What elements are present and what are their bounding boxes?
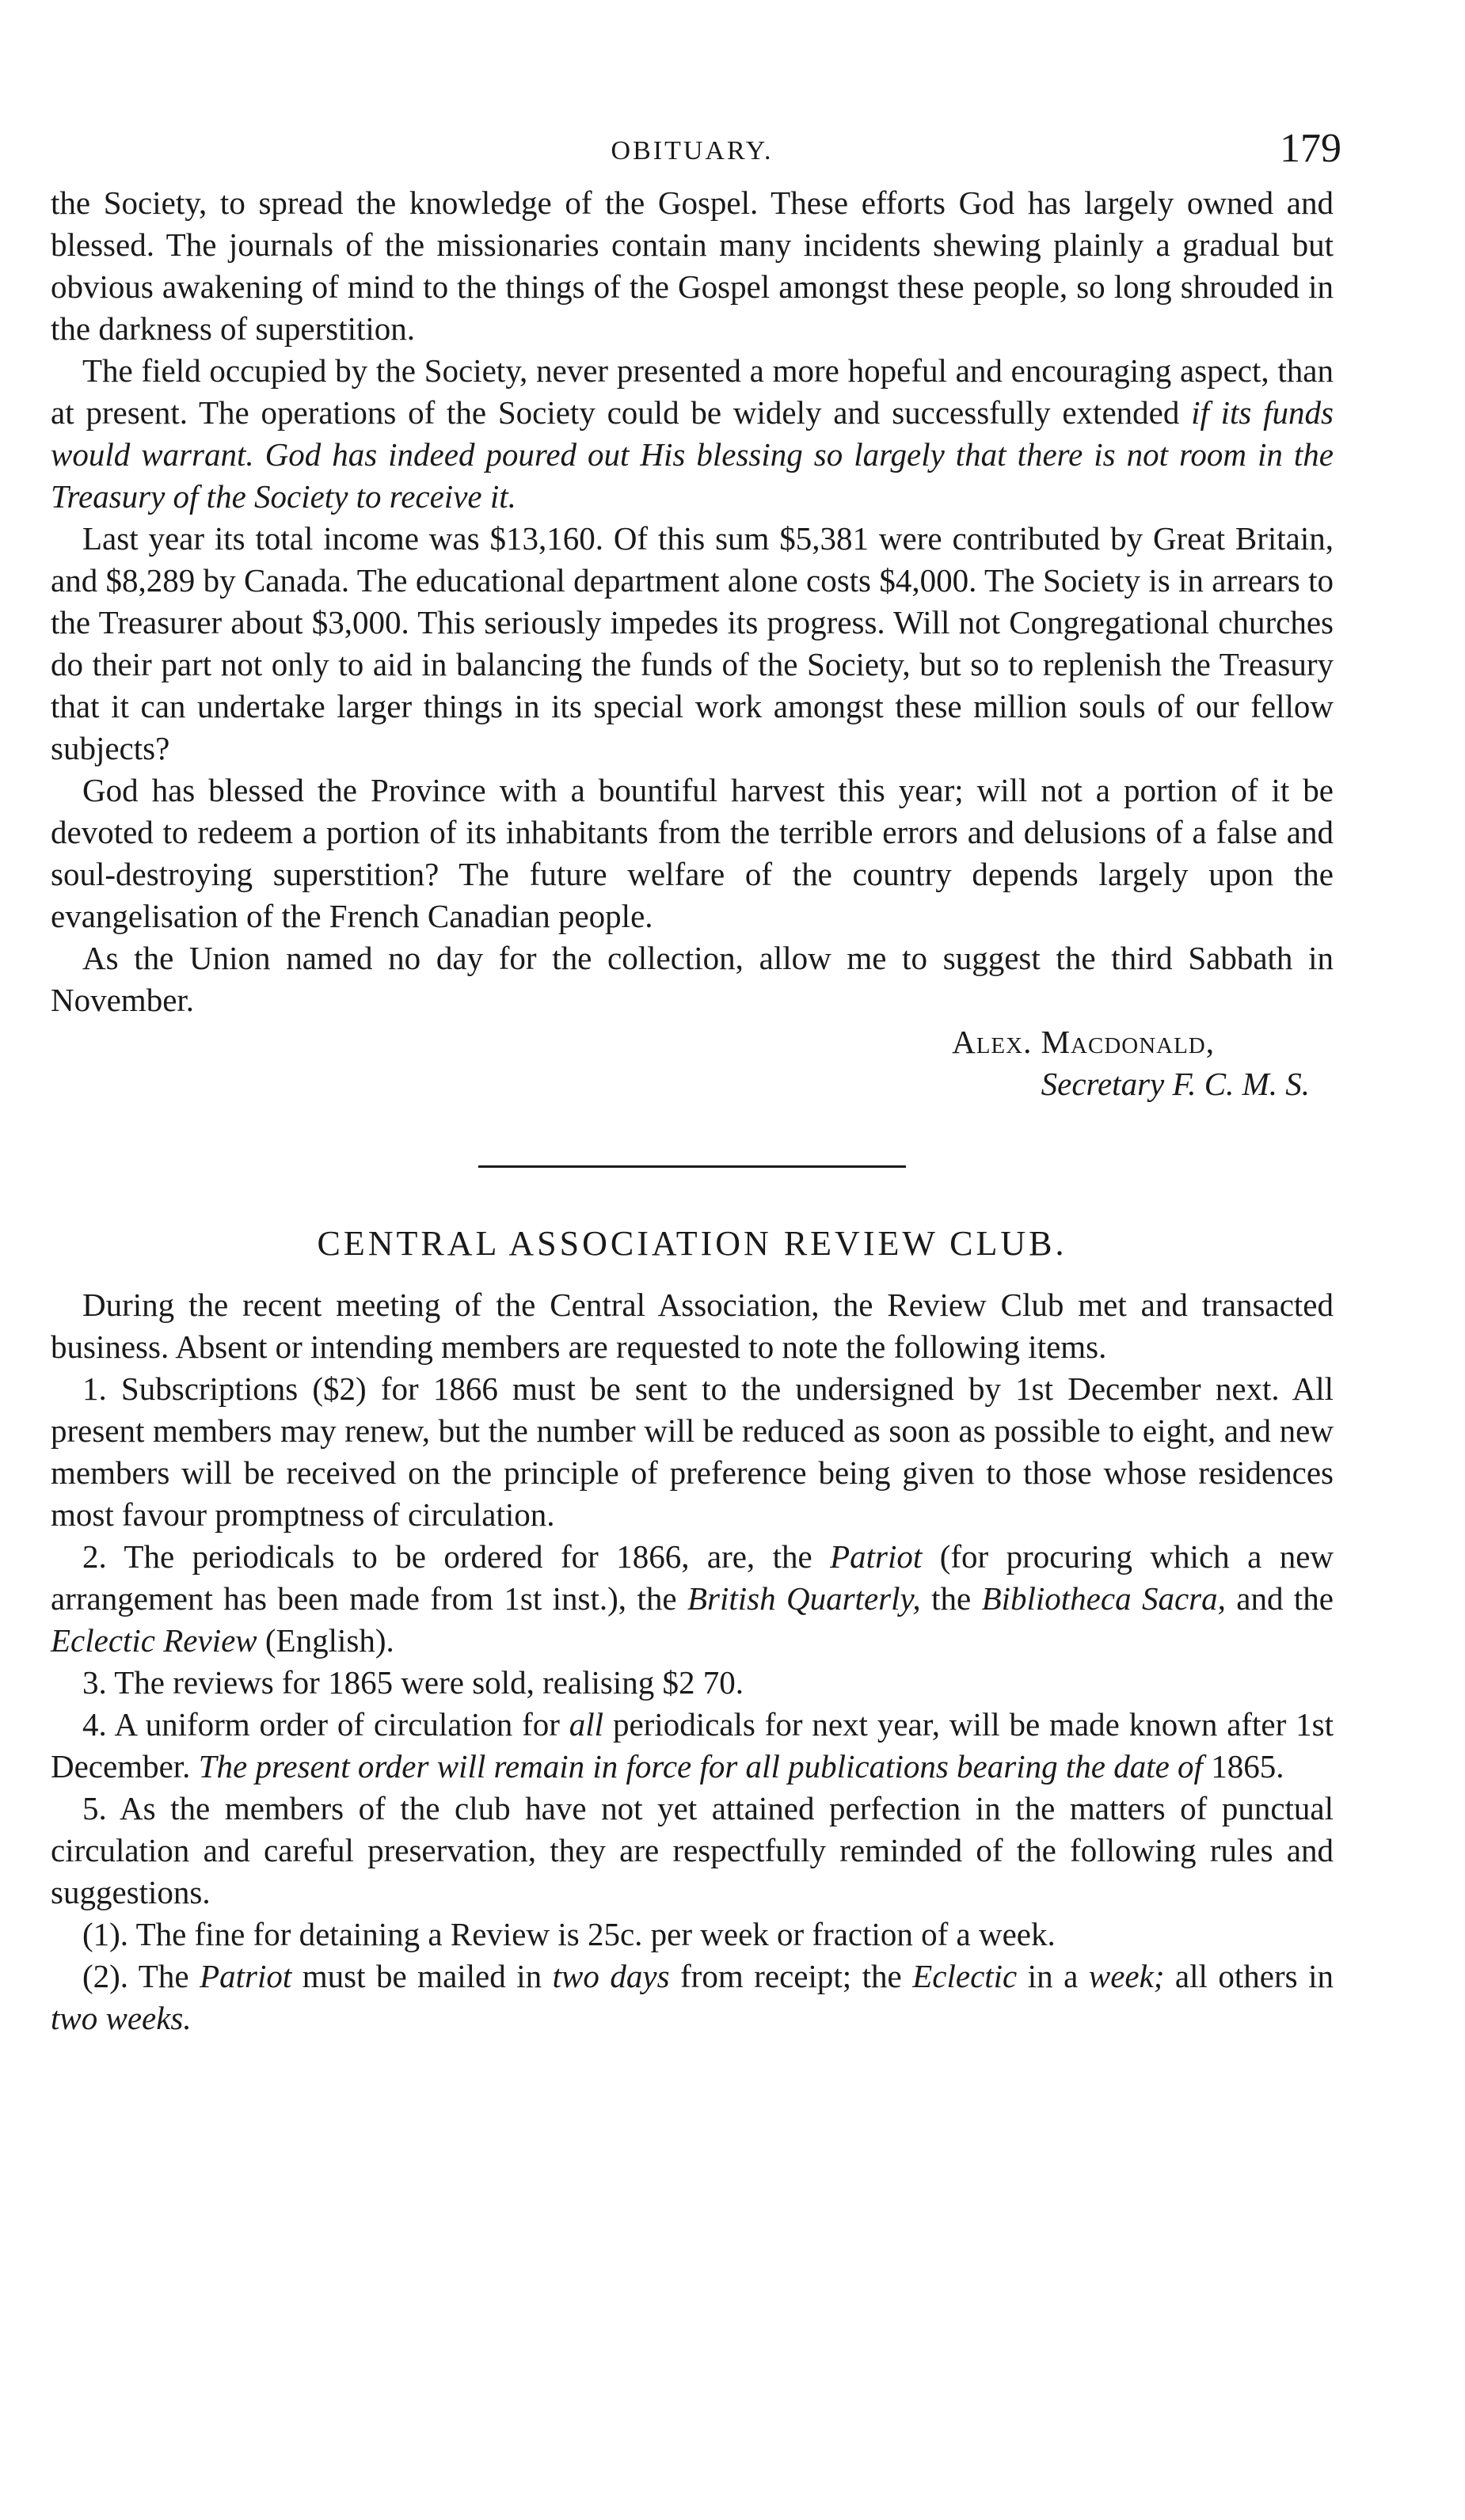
section-heading: CENTRAL ASSOCIATION REVIEW CLUB. [317,1224,1067,1263]
list-item: 3. The reviews for 1865 were sold, realising $2 70. [82,1664,744,1701]
text-run: in a [1017,1958,1089,1994]
paragraph: God has blessed the Province with a bountiful harvest this year; will not a portion of it be devoted to redeem a portion of its inhabitants from the terrible errors and delusions of a false and soul-destroying superstition? The future welfare of the country depends largely upon the evangelisation of the French Canadian people. [51,772,1334,934]
paragraph: As the Union named no day for the collection, allow me to suggest the third Sabbath in November. [51,940,1334,1018]
periodical-title: Bibliotheca Sacra, [981,1580,1226,1617]
text-run: The field occupied by the Society, never presented a more hopeful and encouraging aspect, than at present. The operations of the Society could be widely and successfully extended [51,352,1334,431]
italic-run: The present order will remain in force for all publications bearing the date of [198,1748,1203,1785]
list-item: 5. As the members of the club have not yet attained perfection in the matters of punctual circulation and careful preservation, they are respectfully reminded of the following rules and suggestions. [51,1790,1334,1910]
periodical-title: Eclectic [912,1958,1018,1994]
text-run: periodicals for next year, will be made known after 1st December. [51,1706,1334,1785]
periodical-title: Patriot [830,1538,923,1575]
page-number: 179 [1280,126,1341,171]
text-run: 2. The periodicals to be ordered for 1866, are, the [82,1538,831,1575]
section-divider [478,1165,906,1168]
paragraph: Last year its total income was $13,160. Of this sum $5,381 were contributed by Great Britain, and $8,289 by Canada. The educational department alone costs $4,000. The Society is in arrears to the Treasurer about $3,000. This seriously impedes its progress. Will not Congregational churches do their part not only to aid in balancing the funds of the Society, but so to replenish the Treasury that it can undertake larger things in its special work amongst these million souls of our fellow subjects? [51,520,1334,766]
italic-run: two days [552,1958,670,1994]
list-item [51,1536,1334,1662]
text-run: must be mailed in [291,1958,553,1994]
signature-title: Secretary F. C. M. S. [1041,1066,1310,1102]
text-run: all others in [1164,1958,1334,1994]
review-club-section [51,1284,1334,2039]
list-item [51,1704,1334,1788]
italic-run: two weeks. [51,2000,192,2036]
signature-block [51,1021,1334,1105]
text-run: from receipt; the [669,1958,913,1994]
paragraph: During the recent meeting of the Central Association, the Review Club met and transacted business. Absent or intending members are requested to note the following items. [51,1287,1334,1365]
italic-run: all [569,1706,604,1743]
italic-run: if its funds would warrant. God has indeed poured out His blessing so largely that there is not room in the Treasury of the Society to receive it. [51,394,1334,515]
periodical-title: Eclectic Review [51,1622,257,1659]
text-run: 1865. [1202,1748,1284,1785]
rule-item: (1). The fine for detaining a Review is 25c. per week or fraction of a week. [82,1916,1056,1952]
rule-item [51,1956,1334,2039]
italic-run: week; [1088,1958,1165,1994]
paragraph [51,350,1334,518]
text-run: (2). The [82,1958,200,1994]
text-run: 4. A uniform order of circulation for [82,1706,569,1743]
text-run: (for procuring which a new arrangement has been made from 1st inst.), the [51,1538,1334,1617]
text-run: (English). [257,1622,394,1659]
running-title: OBITUARY. [611,136,774,165]
text-run: and the [1225,1580,1334,1617]
periodical-title: Patriot [200,1958,292,1994]
obituary-continuation [51,182,1334,1021]
text-run: the [920,1580,982,1617]
book-page [51,119,1341,2039]
running-header [51,119,1341,182]
periodical-title: British Quarterly, [687,1580,921,1617]
signature-name: Alex. Macdonald, [952,1024,1215,1060]
paragraph: the Society, to spread the knowledge of the Gospel. These efforts God has largely owned and blessed. The journals of the missionaries contain many incidents shewing plainly a gradual but obvious awakening of mind to the things of the Gospel amongst these people, so long shrouded in the darkness of superstition. [51,184,1334,347]
list-item: 1. Subscriptions ($2) for 1866 must be sent to the undersigned by 1st December next. All present members may renew, but the number will be reduced as soon as possible to eight, and new members will be received on the principle of preference being given to those whose residences most favour promptness of circulation. [51,1370,1334,1533]
